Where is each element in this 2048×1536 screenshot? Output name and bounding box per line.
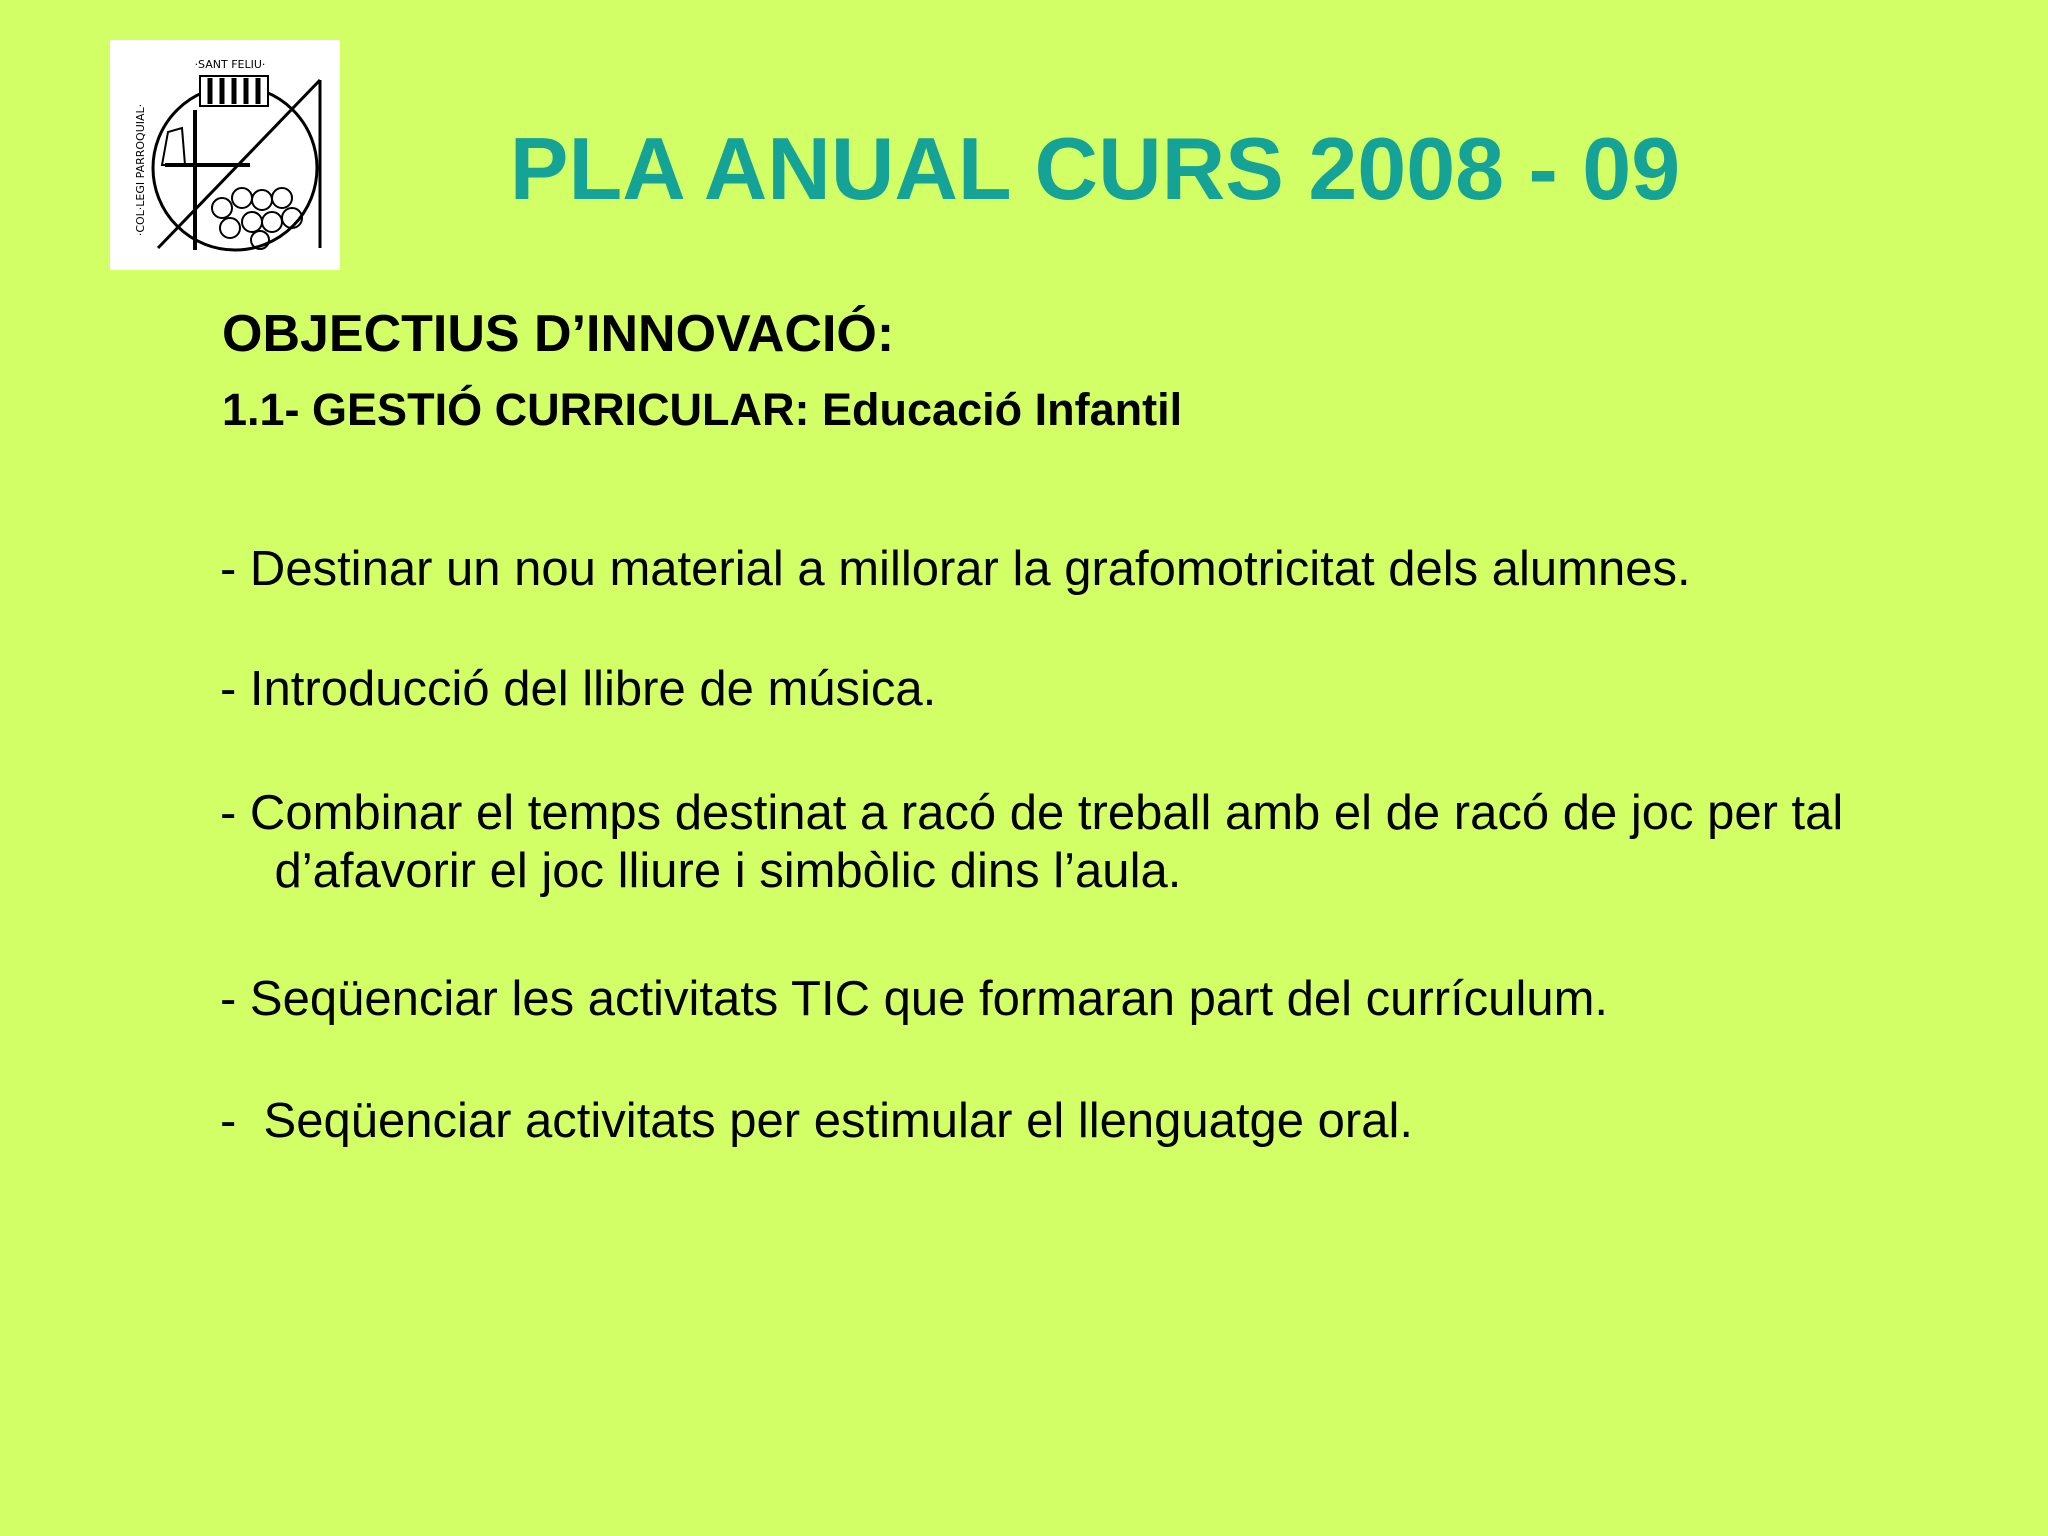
school-logo-graphic xyxy=(110,40,340,270)
bullet-item: - Introducció del llibre de música. xyxy=(220,662,937,716)
bullet-item: - Destinar un nou material a millorar la grafomotricitat dels alumnes. xyxy=(220,542,1691,596)
slide-title: PLA ANUAL CURS 2008 - 09 xyxy=(509,119,1681,218)
school-logo xyxy=(110,40,340,270)
bullet-item: - Seqüenciar activitats per estimular el llenguatge oral. xyxy=(220,1094,1413,1148)
section-subheading: 1.1- GESTIÓ CURRICULAR: Educació Infantil xyxy=(222,384,1183,435)
section-heading: OBJECTIUS D’INNOVACIÓ: xyxy=(222,305,895,363)
logo-side-text: ·COL·LEGI PARROQUIAL· xyxy=(134,103,147,237)
bullet-item: - Seqüenciar les activitats TIC que formaran part del currículum. xyxy=(220,972,1609,1026)
bullet-item: - Combinar el temps destinat a racó de treball amb el de racó de joc per tal d’afavorir el joc lliure i simbòlic dins l’aula. xyxy=(220,786,1844,898)
logo-top-text: ·SANT FELIU· xyxy=(194,58,266,71)
